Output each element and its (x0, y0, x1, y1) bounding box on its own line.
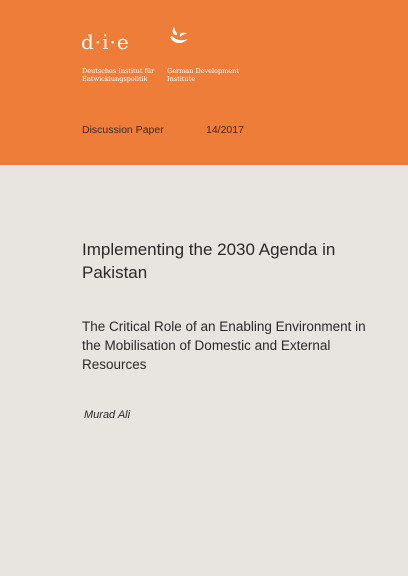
author-name: Murad Ali (84, 409, 131, 421)
paper-title: Implementing the 2030 Agenda in Pakistan (82, 240, 336, 282)
die-bird-logo-icon (166, 24, 192, 50)
paper-subtitle: The Critical Role of an Enabling Environment in the Mobilisation of Domestic and External Resources (82, 319, 366, 372)
series-label: Discussion Paper (82, 124, 164, 136)
series-number: 14/2017 (206, 124, 244, 136)
header-band (0, 0, 408, 165)
org-name-german: Deutsches Institut für Entwicklungspolitik (82, 67, 155, 83)
org-name-english: German Development Institute (167, 67, 239, 83)
die-logo: d·i·e (81, 30, 130, 54)
